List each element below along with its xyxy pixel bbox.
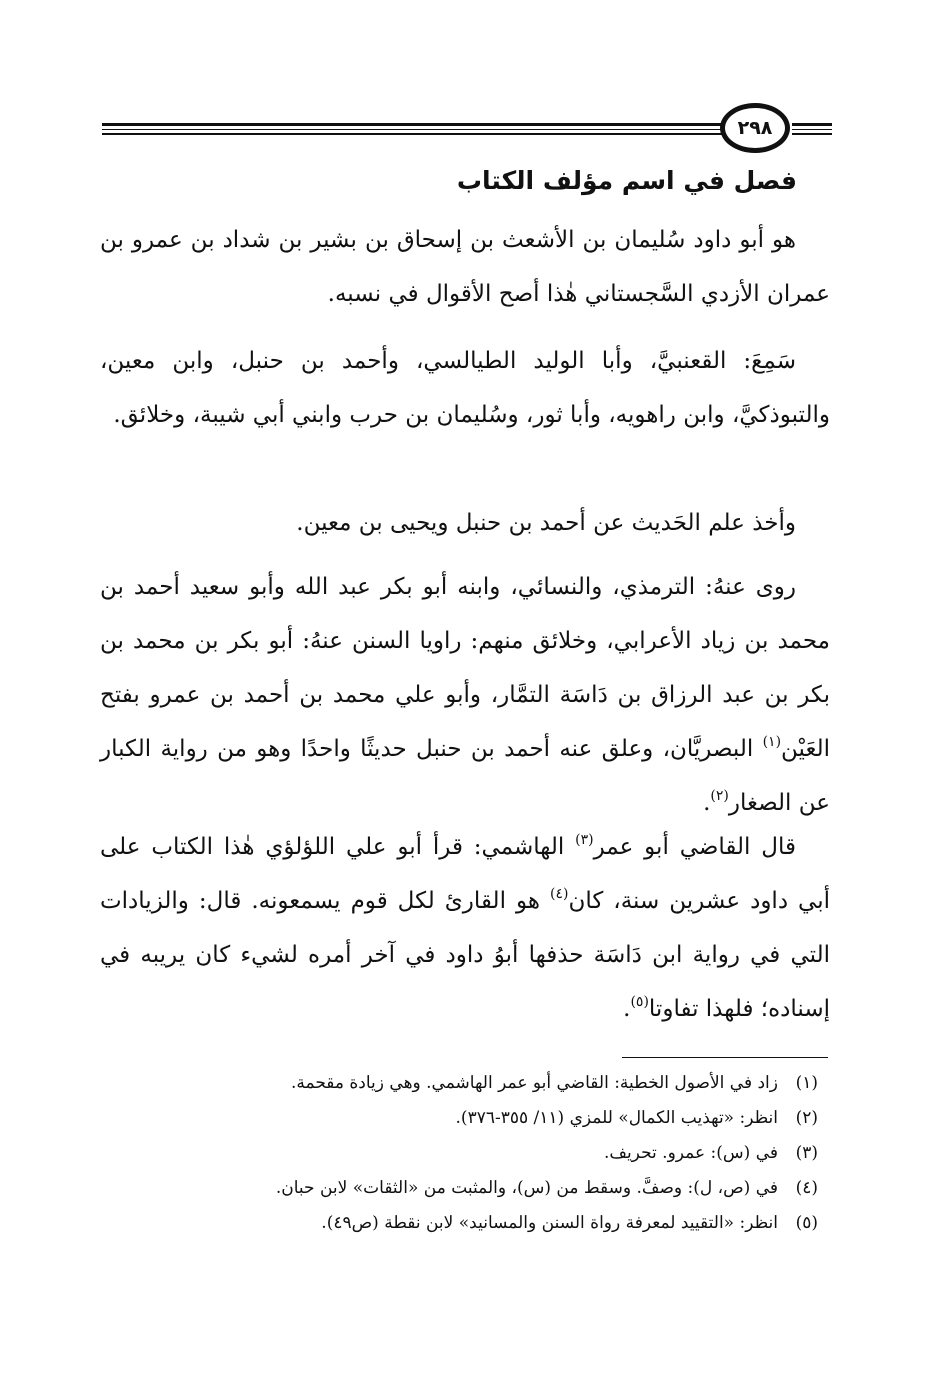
paragraph-text: هو أبو داود سُليمان بن الأشعث بن إسحاق بن بشير بن شداد بن عمرو بن عمران الأزدي السَّجستاني هٰذا أصح الأقوال في نسبه. <box>100 227 830 307</box>
footnote-text: في (ص، ل): وصفَّ. وسقط من (س)، والمثبت من «الثقات» لابن حبان. <box>275 1178 778 1198</box>
footnote-text: زاد في الأصول الخطية: القاضي أبو عمر الهاشمي. وهي زيادة مقحمة. <box>290 1073 778 1093</box>
footnote-item <box>100 1171 830 1206</box>
paragraph-text: الهاشمي: قرأ أبو علي اللؤلؤي هٰذا الكتاب على أبي داود عشرين سنة، كان <box>100 834 831 914</box>
footnote-ref[interactable]: (٢) <box>710 788 729 804</box>
footnote-ref[interactable]: (١) <box>762 734 782 750</box>
paragraph-text: روى عنهُ: الترمذي، والنسائي، وابنه أبو بكر عبد الله وأبو سعيد أحمد بن محمد بن زياد الأعرابي، وخلائق منهم: راويا السنن عنهُ: أبو بكر بن محمد بن بكر بن عبد الرزاق بن دَاسَة التمَّار، وأبو علي محمد بن أحمد بن عمرو بفتح العَيْن <box>100 574 830 762</box>
paragraph-text: البصريَّان، وعلق عنه أحمد بن حنبل حديثًا واحدًا وهو من رواية الكبار عن الصغار <box>100 736 830 816</box>
footnote-item <box>100 1066 830 1101</box>
paragraph-author-name <box>100 213 830 321</box>
paragraph-text: . <box>703 790 711 816</box>
footnote-item <box>100 1136 830 1171</box>
paragraph-text: هو القارئ لكل قوم يسمعونه. قال: والزيادات التي في رواية ابن دَاسَة حذفها أبوُ داود في آخر أمره لشيء كان يريبه في إسناده؛ فلهذا تفاوتا <box>100 888 830 1022</box>
paragraph-narration <box>100 820 830 1036</box>
footnote-ref[interactable]: (٣) <box>575 832 594 848</box>
footnotes-list <box>100 1066 830 1241</box>
footnote-number: (٥) <box>795 1213 818 1233</box>
footnote-item <box>100 1206 830 1241</box>
footnote-text: في (س): عمرو. تحريف. <box>603 1143 778 1163</box>
footnote-number: (٢) <box>795 1108 818 1128</box>
paragraph-text: وأخذ علم الحَديث عن أحمد بن حنبل ويحيى بن معين. <box>296 510 796 536</box>
paragraph-teachers <box>100 334 830 442</box>
footnote-ref[interactable]: (٤) <box>549 886 569 902</box>
footnote-text: انظر: «التقييد لمعرفة رواة السنن والمسانيد» لابن نقطة (ص٤٩). <box>321 1213 778 1233</box>
footnote-ref[interactable]: (٥) <box>630 994 649 1010</box>
footnote-divider <box>622 1057 828 1058</box>
footnote-number: (١) <box>795 1073 818 1093</box>
footnote-number: (٤) <box>795 1178 818 1198</box>
paragraph-hadith-study <box>100 496 830 550</box>
paragraph-text: . <box>623 996 631 1022</box>
footnote-item <box>100 1101 830 1136</box>
section-heading: فصل في اسم مؤلف الكتاب <box>456 166 797 195</box>
footnote-number: (٣) <box>795 1143 818 1163</box>
paragraph-students <box>100 560 830 830</box>
footnote-text: انظر: «تهذيب الكمال» للمزي (١١/ ٣٥٥-٣٧٦). <box>455 1108 778 1128</box>
paragraph-text: سَمِعَ: القعنبيَّ، وأبا الوليد الطيالسي، وأحمد بن حنبل، وابن معين، والتبوذكيَّ، وابن راهويه، وأبا ثور، وسُليمان بن حرب وابني أبي شيبة، وخلائق. <box>100 348 830 428</box>
page-number: ٢٩٨ <box>720 103 790 153</box>
paragraph-text: قال القاضي أبو عمر <box>593 834 796 860</box>
